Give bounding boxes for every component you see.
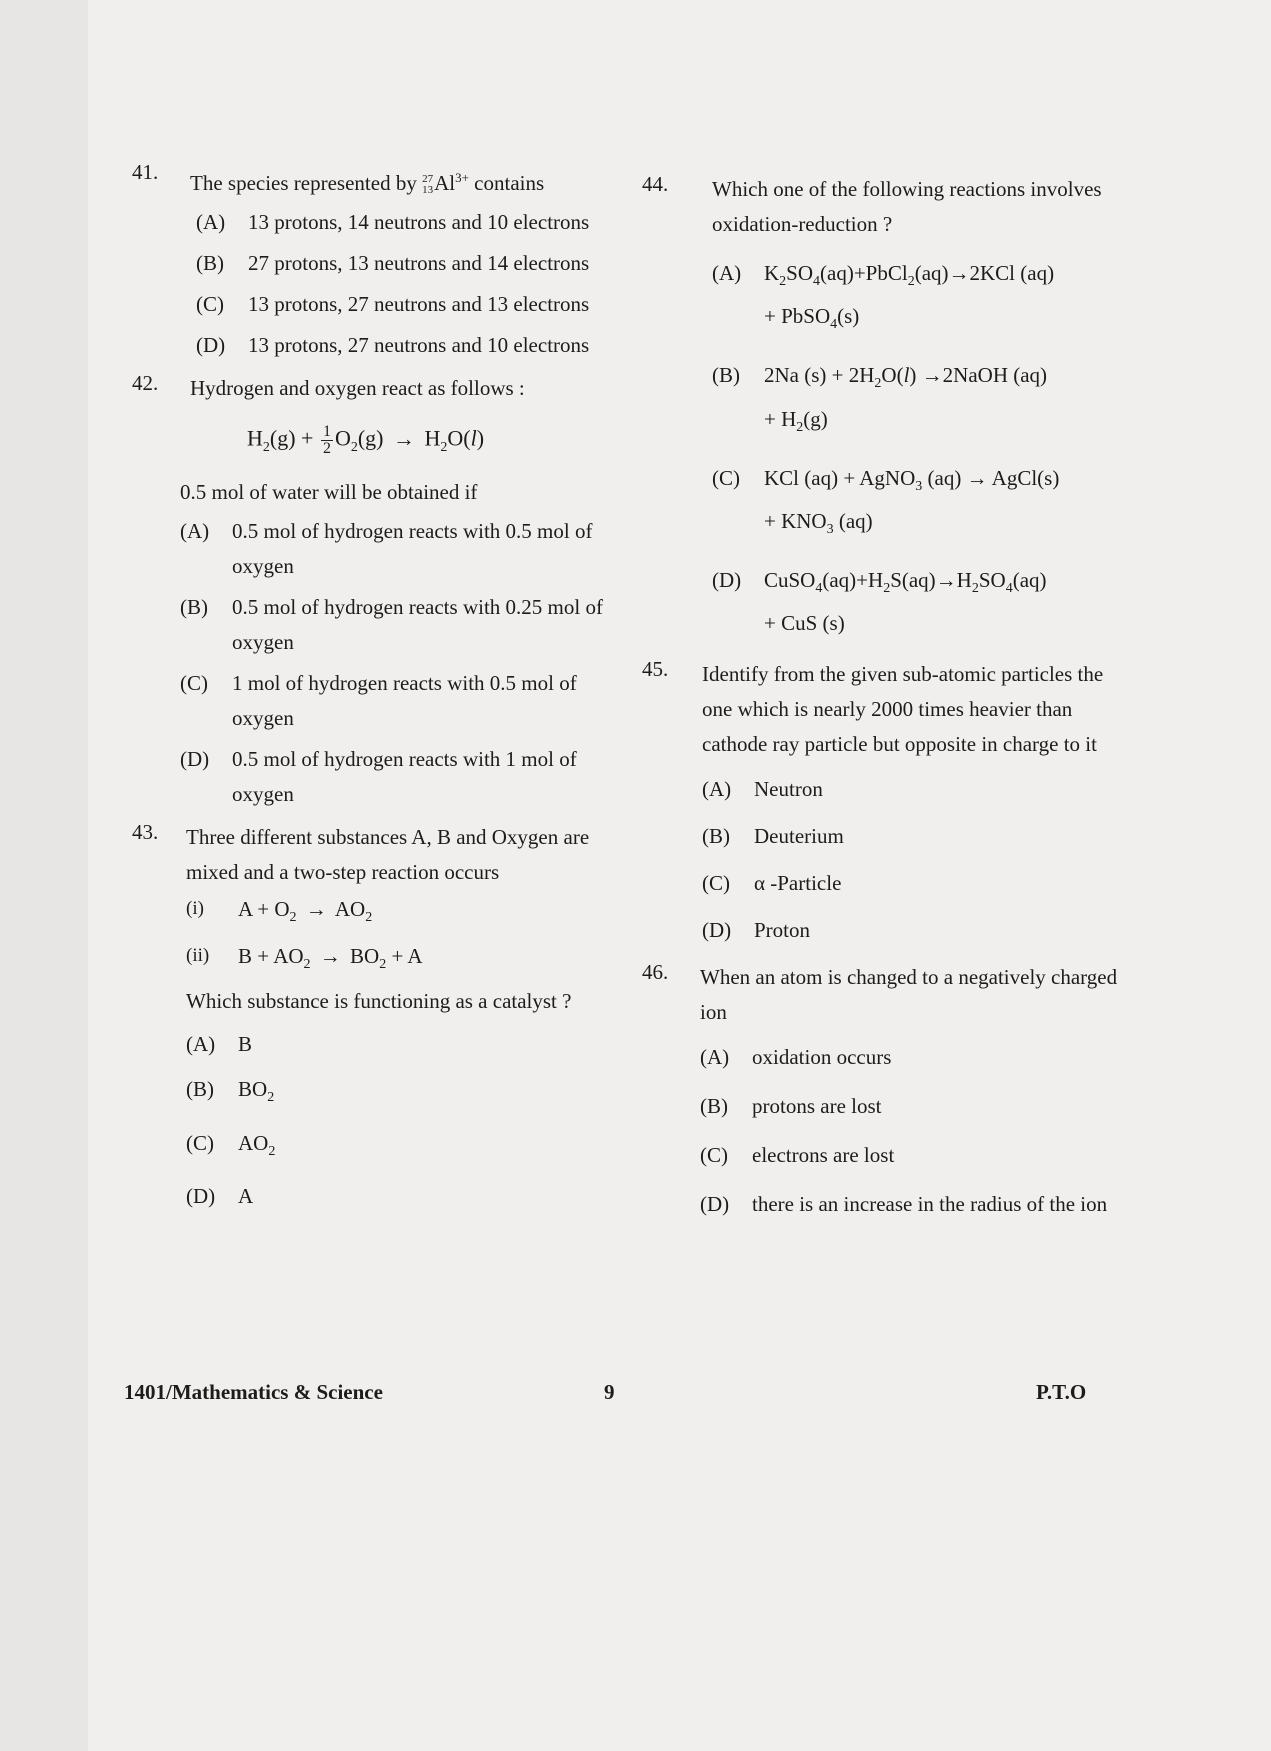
- option-b[interactable]: (B) 0.5 mol of hydrogen reacts with 0.25 mol of oxygen: [180, 595, 603, 654]
- question-number: 42.: [132, 371, 159, 395]
- question-number: 46.: [642, 960, 669, 985]
- option-a[interactable]: (A) Neutron: [702, 777, 823, 802]
- option-d[interactable]: (D) $CuSO_4(aq)+H_2S(aq)\to H_2SO_4(aq)$ + CuS (s): [712, 568, 1047, 636]
- question-number: 41.: [132, 160, 159, 184]
- question-number: 43.: [132, 820, 159, 844]
- option-b[interactable]: (B) protons are lost: [700, 1094, 882, 1119]
- option-c[interactable]: (C) α -Particle: [702, 871, 842, 896]
- question-text: Which one of the following reactions involves oxidation-reduction ?: [712, 177, 1102, 236]
- option-b[interactable]: (B) $BO_2$: [186, 1077, 275, 1106]
- footer-page-number: 9: [604, 1380, 615, 1404]
- question-45: [642, 657, 1122, 948]
- option-c[interactable]: (C) 1 mol of hydrogen reacts with 0.5 mol of oxygen: [180, 671, 577, 730]
- fraction-one-half: $\frac{1}{2}$: [322, 423, 331, 457]
- question-text: When an atom is changed to a negatively charged ion: [700, 965, 1118, 1025]
- options: [712, 256, 1122, 641]
- option-a[interactable]: (A) 13 protons, 14 neutrons and 10 electrons: [196, 210, 590, 234]
- question-text: Three different substances A, B and Oxygen are mixed and a two-step reaction occurs: [186, 825, 590, 884]
- question-number: 45.: [642, 657, 669, 682]
- nuclide-notation: 27 13: [422, 173, 434, 197]
- option-b[interactable]: (B) 2Na $(s) + 2H_2O(l)$ →2NaOH (aq) + $H_2(g)$: [712, 363, 1048, 435]
- option-c[interactable]: (C) $AO_2$: [186, 1130, 276, 1159]
- options: [196, 205, 612, 363]
- option-d[interactable]: (D) Proton: [702, 918, 811, 943]
- option-d[interactable]: (D) A: [186, 1183, 254, 1208]
- question-46: [642, 960, 1122, 1222]
- option-c[interactable]: (C) KCl (aq) + AgNO$_3$ (aq) → AgCl(s) + $KNO_3$ (aq): [712, 465, 1060, 538]
- options: [180, 514, 612, 812]
- option-d[interactable]: (D) 0.5 mol of hydrogen reacts with 1 mol of oxygen: [180, 747, 577, 806]
- question-42: [132, 371, 612, 812]
- footer-pto: P.T.O: [1036, 1380, 1087, 1404]
- question-number: 44.: [642, 172, 669, 196]
- right-column: [642, 172, 1122, 1236]
- option-a[interactable]: (A) $K_2SO_4(aq)+PbCl_2(aq)\to 2KCl$ (aq) + PbSO$_4$(s): [712, 261, 1055, 333]
- reaction-step-2: (ii) $B + AO_2 \to BO_2 + A$: [186, 944, 423, 973]
- option-a[interactable]: (A) B: [186, 1032, 253, 1057]
- option-a[interactable]: (A) 0.5 mol of hydrogen reacts with 0.5 mol of oxygen: [180, 519, 593, 578]
- options: [700, 1040, 1122, 1222]
- options: [186, 1027, 612, 1213]
- question-41: [132, 160, 612, 363]
- option-c[interactable]: (C) 13 protons, 27 neutrons and 13 electrons: [196, 292, 590, 316]
- option-c[interactable]: (C) electrons are lost: [700, 1143, 895, 1168]
- question-prompt: Which substance is functioning as a catalyst ?: [186, 989, 572, 1014]
- option-d[interactable]: (D) there is an increase in the radius of the ion: [700, 1192, 1108, 1217]
- option-d[interactable]: (D) 13 protons, 27 neutrons and 10 electrons: [196, 333, 590, 357]
- reaction-step-1: (i) $A + O_2 \to AO_2$: [186, 897, 373, 926]
- reaction-equation: $H_2(g)$ + $\frac{1}{2}$ $O_2(g) \to H_2O(l)$: [247, 423, 485, 457]
- question-44: [642, 172, 1122, 641]
- option-b[interactable]: (B) 27 protons, 13 neutrons and 14 electrons: [196, 251, 590, 275]
- reaction-steps: [186, 890, 612, 984]
- question-text: Identify from the given sub-atomic particles the one which is nearly 2000 times heavier than cathode ray particle but opposite in charge to it: [702, 662, 1104, 757]
- question-text: The species represented by 27 13 $Al^{3+}$ contains: [190, 170, 545, 197]
- options: [702, 772, 1122, 948]
- footer-paper-code: 1401/Mathematics & Science: [124, 1380, 383, 1404]
- question-43: [132, 820, 612, 1214]
- option-a[interactable]: (A) oxidation occurs: [700, 1045, 892, 1070]
- question-prompt: 0.5 mol of water will be obtained if: [180, 480, 478, 504]
- question-text: Hydrogen and oxygen react as follows :: [190, 376, 525, 400]
- option-b[interactable]: (B) Deuterium: [702, 824, 844, 849]
- left-column: [132, 160, 612, 1224]
